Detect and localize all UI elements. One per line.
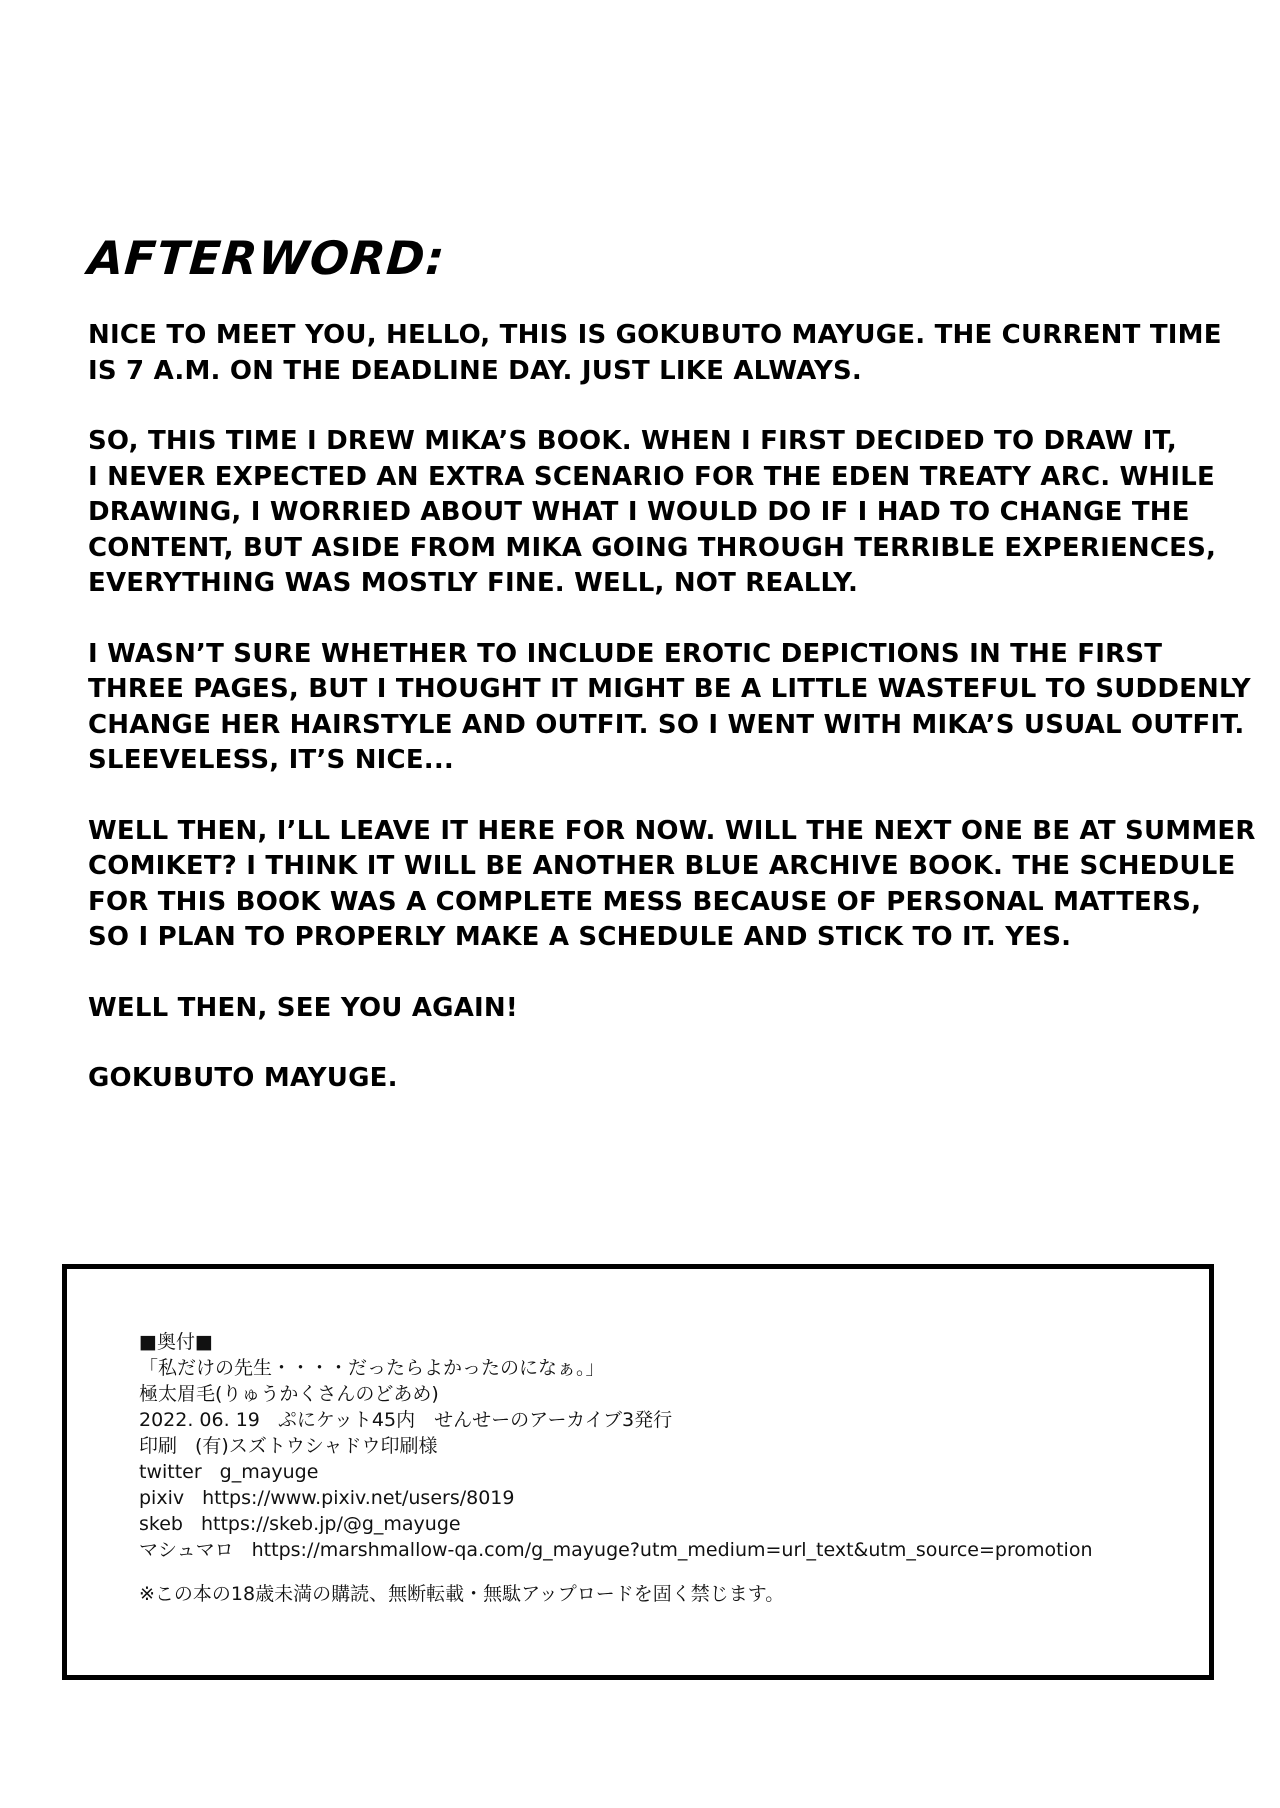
link-label: skeb	[139, 1513, 183, 1535]
text-line: SO I PLAN TO PROPERLY MAKE A SCHEDULE AND STICK TO IT. YES.	[88, 922, 1072, 952]
printer-label: 印刷	[139, 1435, 178, 1457]
text-line: WELL THEN, SEE YOU AGAIN!	[88, 992, 518, 1023]
text-line: FOR THIS BOOK WAS A COMPLETE MESS BECAUSE OF PERSONAL MATTERS,	[88, 886, 1202, 917]
text-line: I WASN’T SURE WHETHER TO INCLUDE EROTIC DEPICTIONS IN THE FIRST	[88, 638, 1163, 669]
link-pixiv	[139, 1485, 1093, 1511]
copyright-notice: ※この本の18歳未満の購読、無断転載・無駄アップロードを固く禁じます。	[139, 1583, 785, 1605]
link-label: twitter	[139, 1461, 202, 1483]
afterword-paragraph	[88, 991, 1208, 1027]
afterword-title: AFTERWORD:	[86, 231, 447, 285]
text-line: SLEEVELESS, IT’S NICE...	[88, 745, 455, 775]
colophon	[139, 1329, 1093, 1607]
text-line: DRAWING, I WORRIED ABOUT WHAT I WOULD DO IF I HAD TO CHANGE THE	[88, 497, 1190, 527]
text-line: I NEVER EXPECTED AN EXTRA SCENARIO FOR THE EDEN TREATY ARC. WHILE	[88, 461, 1215, 492]
printer-line	[139, 1433, 1093, 1459]
text-line: THREE PAGES, BUT I THOUGHT IT MIGHT BE A LITTLE WASTEFUL TO SUDDENLY	[88, 674, 1251, 704]
link-twitter	[139, 1459, 1093, 1485]
publication-line	[139, 1407, 1093, 1433]
link-skeb	[139, 1511, 1093, 1537]
text-line: GOKUBUTO MAYUGE.	[88, 1063, 398, 1093]
afterword-paragraph	[88, 637, 1251, 779]
text-line: CONTENT, BUT ASIDE FROM MIKA GOING THROUGH TERRIBLE EXPERIENCES,	[88, 532, 1217, 563]
text-line: COMIKET? I THINK IT WILL BE ANOTHER BLUE ARCHIVE BOOK. THE SCHEDULE	[88, 851, 1236, 881]
text-line: SO, THIS TIME I DREW MIKA’S BOOK. WHEN I FIRST DECIDED TO DRAW IT,	[88, 426, 1177, 456]
link-value: https://www.pixiv.net/users/8019	[202, 1487, 515, 1509]
text-line: NICE TO MEET YOU, HELLO, THIS IS GOKUBUTO MAYUGE. THE CURRENT TIME	[88, 320, 1222, 350]
text-line: EVERYTHING WAS MOSTLY FINE. WELL, NOT REALLY.	[88, 568, 859, 598]
afterword-paragraph	[88, 814, 1256, 956]
text-line: IS 7 A.M. ON THE DEADLINE DAY. JUST LIKE ALWAYS.	[88, 355, 862, 386]
author-signature	[88, 1061, 1208, 1097]
link-label: マシュマロ	[139, 1539, 234, 1561]
link-value: https://marshmallow-qa.com/g_mayuge?utm_medium=url_text&utm_source=promotion	[251, 1539, 1093, 1561]
event-name: ぷにケット45内 せんせーのアーカイブ3発行	[277, 1409, 673, 1431]
link-label: pixiv	[139, 1487, 185, 1509]
printer-name: (有)スズトウシャドウ印刷様	[195, 1435, 438, 1457]
colophon-box	[62, 1264, 1214, 1680]
colophon-heading: ■奥付■	[139, 1331, 213, 1353]
author-name: 極太眉毛(りゅうかくさんのどあめ)	[139, 1383, 439, 1405]
afterword-paragraph	[88, 318, 1222, 389]
afterword-section	[86, 228, 1256, 1132]
afterword-paragraph	[88, 424, 1217, 602]
book-title: 「私だけの先生・・・・だったらよかったのになぁ。」	[139, 1357, 605, 1379]
publication-date: 2022. 06. 19	[139, 1409, 260, 1431]
link-value: https://skeb.jp/@g_mayuge	[200, 1513, 461, 1535]
text-line: CHANGE HER HAIRSTYLE AND OUTFIT. SO I WENT WITH MIKA’S USUAL OUTFIT.	[88, 709, 1245, 740]
text-line: WELL THEN, I’LL LEAVE IT HERE FOR NOW. WILL THE NEXT ONE BE AT SUMMER	[88, 815, 1256, 846]
link-value: g_mayuge	[219, 1461, 319, 1483]
link-marshmallow	[139, 1537, 1093, 1563]
